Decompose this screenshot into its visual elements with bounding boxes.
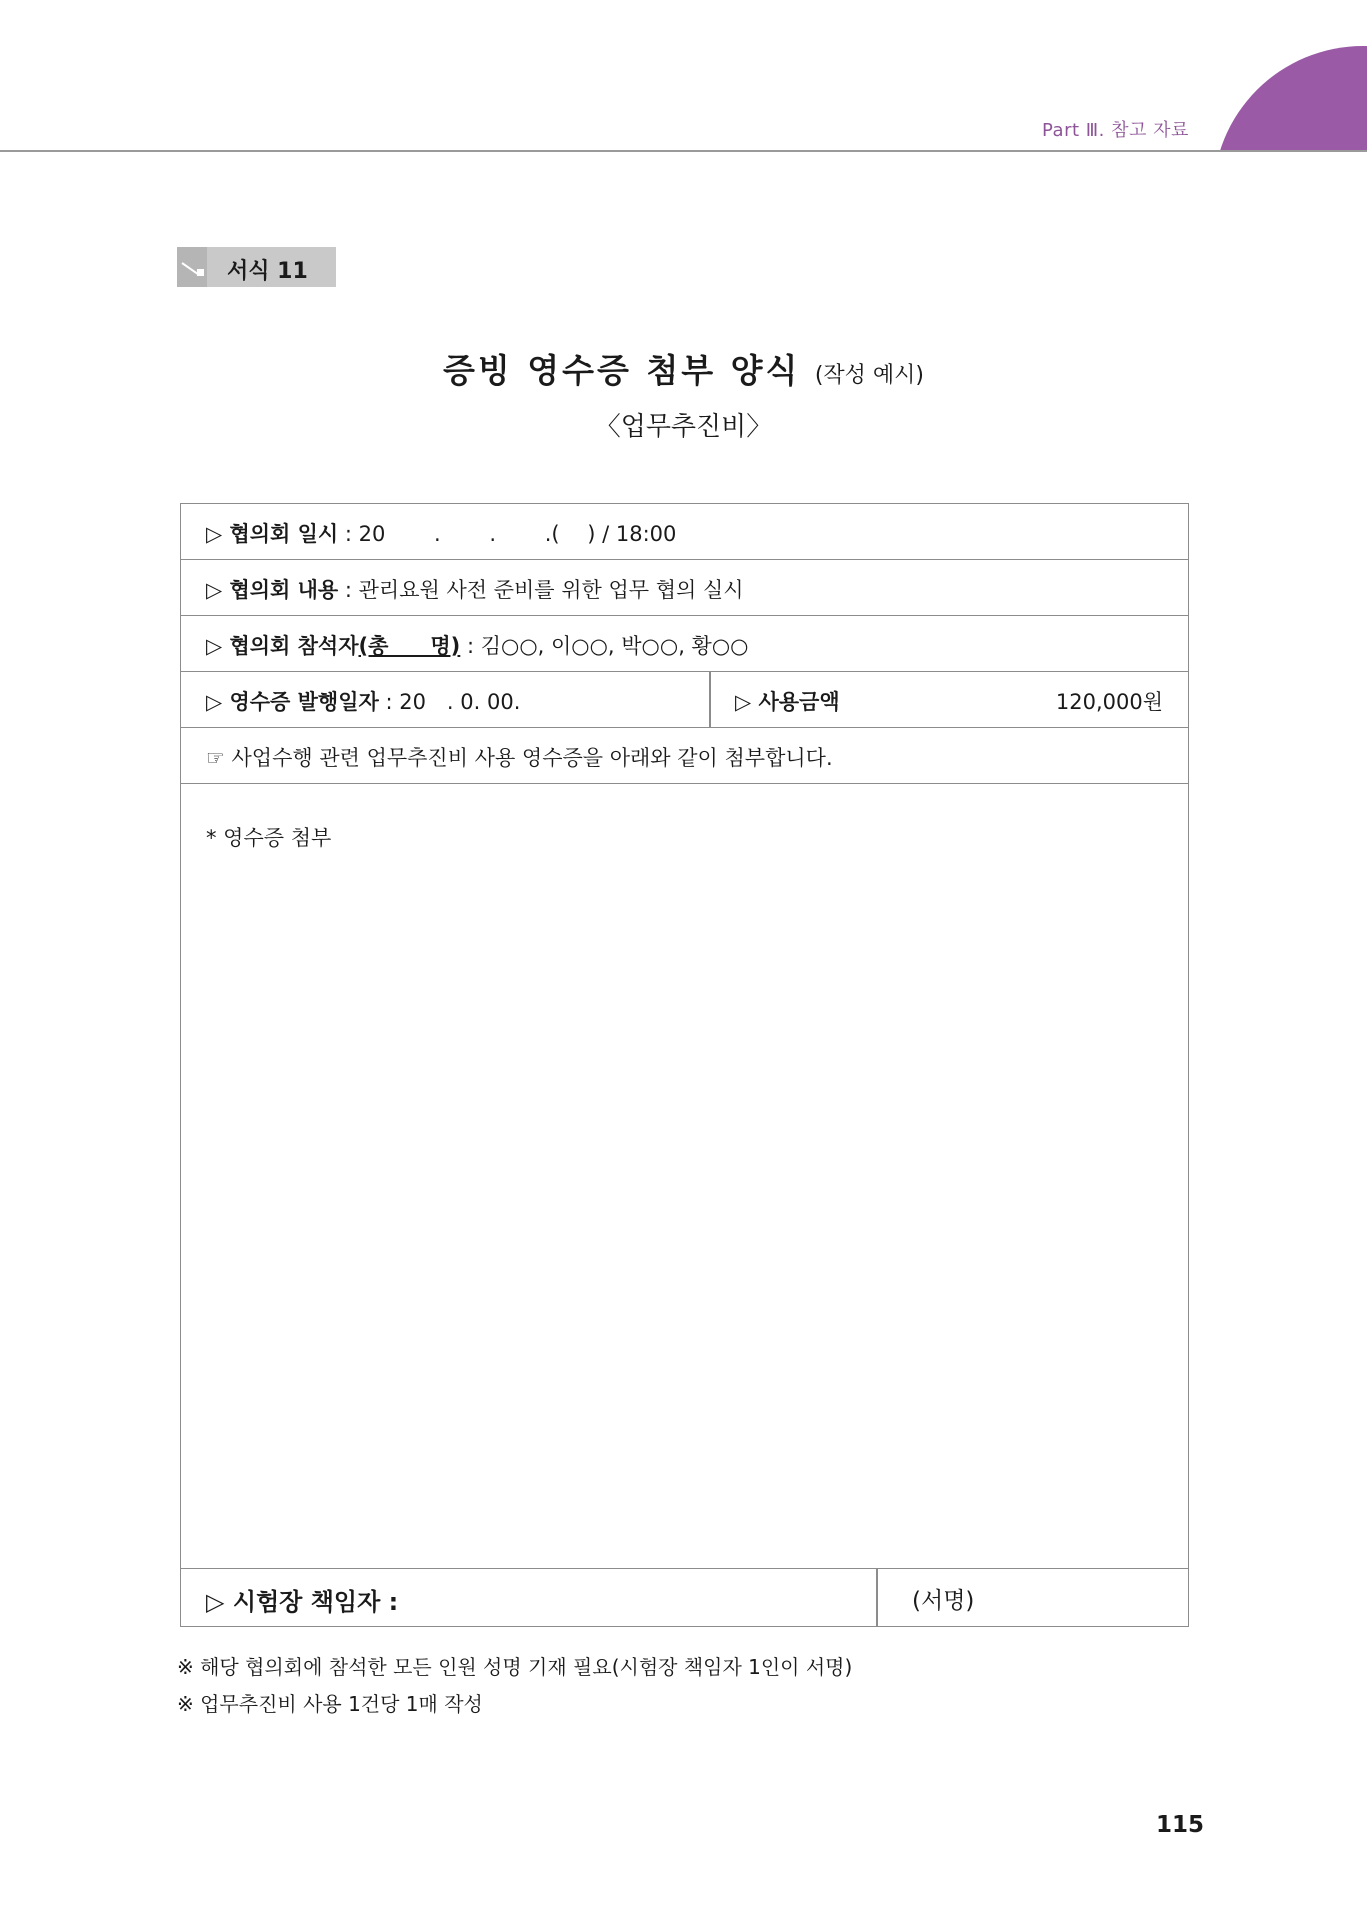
row-meeting-date xyxy=(181,504,1188,560)
issue-date-label: ▷ 영수증 발행일자 xyxy=(206,690,379,714)
receipt-form xyxy=(180,503,1189,1627)
row-attendees xyxy=(181,616,1188,672)
badge-arrow-icon xyxy=(177,247,207,287)
attendees-count: (총 명) xyxy=(358,634,461,658)
meeting-date-label: ▷ 협의회 일시 xyxy=(206,522,339,546)
row-signature xyxy=(181,1568,1188,1626)
amount-label: ▷ 사용금액 xyxy=(735,690,840,714)
note-2: ※ 업무추진비 사용 1건당 1매 작성 xyxy=(177,1692,483,1716)
issue-date-value: : 20 . 0. 00. xyxy=(378,690,521,714)
meeting-date-value: : 20 . . .( ) / 18:00 xyxy=(338,522,677,546)
meeting-content-value: : 관리요원 사전 준비를 위한 업무 협의 실시 xyxy=(338,578,744,602)
title-sub: (작성 예시) xyxy=(814,363,925,388)
attendees-label: ▷ 협의회 참석자 xyxy=(206,634,359,658)
form-number-badge xyxy=(177,247,336,287)
signature-label: ▷ 시험장 책임자 : xyxy=(206,1588,399,1616)
page-title xyxy=(0,345,1367,392)
signature-divider xyxy=(876,1569,878,1626)
corner-clip xyxy=(1200,152,1367,372)
amount-value: 120,000원 xyxy=(1055,690,1163,714)
badge-label: 서식 11 xyxy=(227,259,308,284)
title-main: 증빙 영수증 첨부 양식 xyxy=(442,351,801,390)
receipt-divider xyxy=(709,672,711,727)
signature-mark: (서명) xyxy=(912,1588,975,1614)
attachment-label: * 영수증 첨부 xyxy=(206,826,332,850)
row-receipt-info xyxy=(181,672,1188,728)
row-meeting-content xyxy=(181,560,1188,616)
page-subtitle: 〈업무추진비〉 xyxy=(594,412,773,442)
header-rule xyxy=(0,150,1367,152)
note-1: ※ 해당 협의회에 참석한 모든 인원 성명 기재 필요(시험장 책임자 1인이 서명) xyxy=(177,1655,853,1679)
notice-text: ☞ 사업수행 관련 업무추진비 사용 영수증을 아래와 같이 첨부합니다. xyxy=(206,746,833,770)
part-label: Part Ⅲ. 참고 자료 xyxy=(1042,120,1189,141)
meeting-content-label: ▷ 협의회 내용 xyxy=(206,578,339,602)
attachment-area xyxy=(181,784,1188,1568)
page-number: 115 xyxy=(1156,1812,1205,1838)
row-notice xyxy=(181,728,1188,784)
attendees-value: : 김○○, 이○○, 박○○, 황○○ xyxy=(460,634,749,658)
